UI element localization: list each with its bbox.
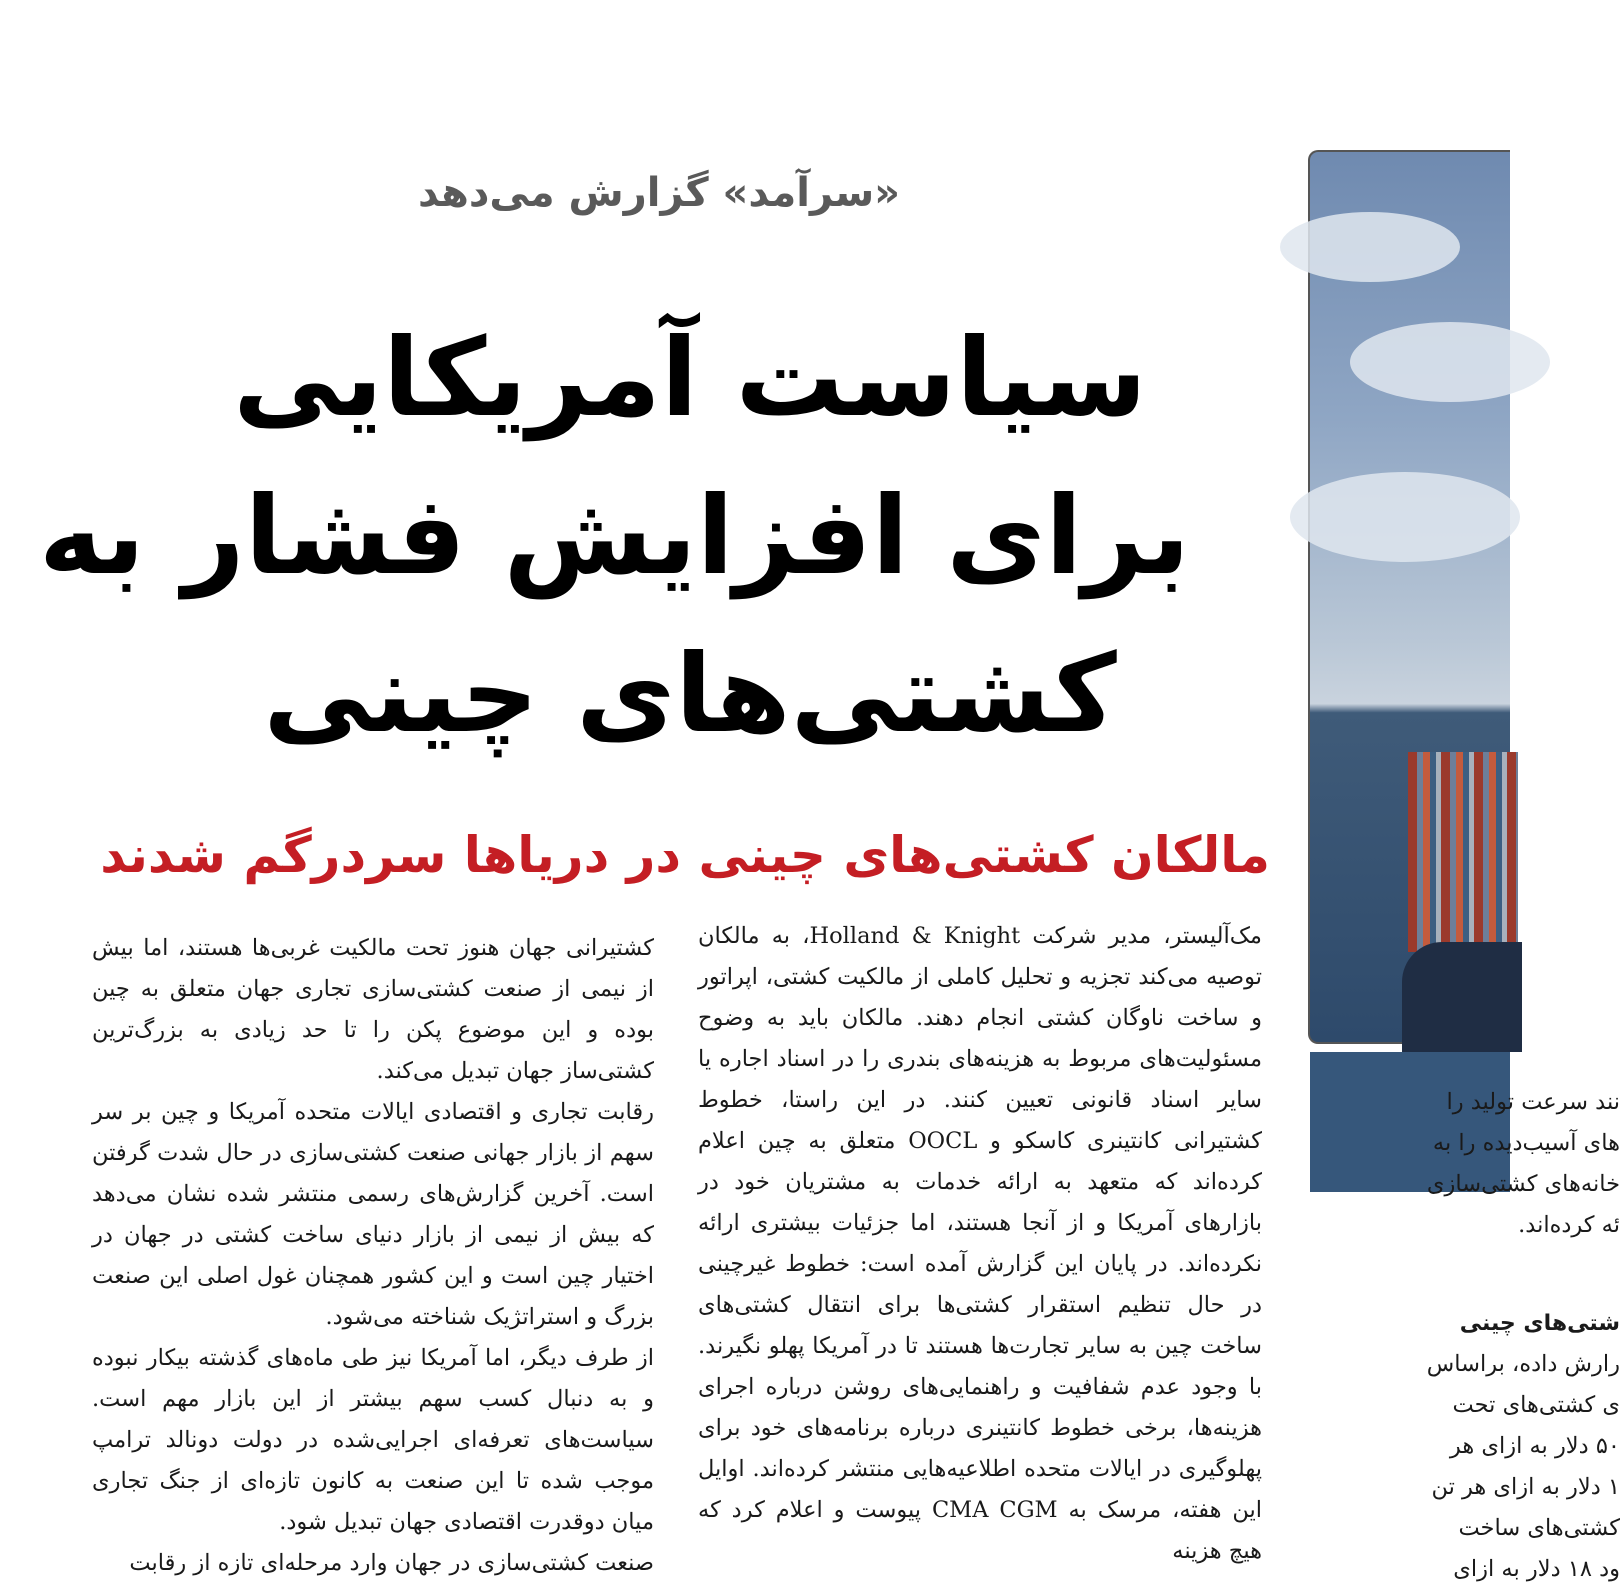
text-line: ی کشتی‌های تحت	[1452, 1392, 1620, 1418]
subheadline: مالکان کشتی‌های چینی در دریاها سردرگم شدند	[100, 826, 1270, 884]
headline-line-1: سیاست آمریکایی	[233, 316, 1147, 441]
ship-hull	[1402, 942, 1522, 1052]
text-line: ۵۰ دلار به ازای هر	[1449, 1433, 1620, 1459]
article-column-far-right	[1306, 1082, 1620, 1582]
paragraph: کشتیرانی جهان هنوز تحت مالکیت غربی‌ها هستند، اما بیش از نیمی از صنعت کشتی‌سازی تجاری جهان متعلق به چین بوده و این موضوع پکن را تا حد زیادی به بزرگ‌ترین کشتی‌ساز جهان تبدیل می‌کند.	[92, 935, 654, 1084]
paragraph: از طرف دیگر، اما آمریکا نیز طی ماه‌های گذشته بیکار نبوده و به دنبال کسب سهم بیشتر از این بازار مهم است. سیاست‌های تعرفه‌ای اجرایی‌شده در دولت دونالد ترامپ موجب شده تا این صنعت به کانون تازه‌ای از جنگ تجاری میان دوقدرت اقتصادی جهان تبدیل شود.	[92, 1345, 654, 1535]
text-line: خانه‌های کشتی‌سازی	[1426, 1171, 1620, 1197]
article-column-right	[698, 916, 1262, 1572]
cloud	[1280, 212, 1460, 282]
text-line: نند سرعت تولید را	[1446, 1089, 1620, 1115]
kicker: «سرآمد» گزارش می‌دهد	[417, 170, 900, 216]
text-line: کشتی‌های ساخت	[1458, 1515, 1620, 1541]
text-line: های آسیب‌دیده را به	[1432, 1130, 1620, 1156]
headline	[38, 300, 1190, 774]
cloud	[1350, 322, 1550, 402]
text-line: ئه کرده‌اند.	[1518, 1212, 1620, 1238]
text-line: ۱ دلار به ازای هر تن	[1431, 1474, 1620, 1500]
section-subheading: شتی‌های چینی	[1459, 1311, 1620, 1336]
paragraph: رقابت تجاری و اقتصادی ایالات متحده آمریکا و چین بر سر سهم از بازار جهانی صنعت کشتی‌سازی در حال شدت گرفتن است. آخرین گزارش‌های رسمی منتشر شده نشان می‌دهد که بیش از نیمی از بازار دنیای ساخت کشتی در جهان در اختیار چین است و این کشور همچنان غول اصلی این صنعت بزرگ و استراتژیک شناخته می‌شود.	[92, 1099, 654, 1330]
container-stack	[1408, 752, 1518, 952]
text-line: ود ۱۸ دلار به ازای	[1453, 1556, 1620, 1582]
cloud	[1290, 472, 1520, 562]
article-column-left	[92, 928, 654, 1584]
paragraph: صنعت کشتی‌سازی در جهان وارد مرحله‌ای تازه از رقابت	[129, 1550, 654, 1576]
container-ship-photo	[1308, 150, 1510, 1044]
paragraph: مک‌آلیستر، مدیر شرکت Holland & Knight، به مالکان توصیه می‌کند تجزیه و تحلیل کاملی از مالکیت کشتی، اپراتور و ساخت ناوگان کشتی انجام دهند. مالکان باید به وضوح مسئولیت‌های مربوط به هزینه‌های بندری را در اسناد اجاره یا سایر اسناد قانونی تعیین کنند. در این راستا، خطوط کشتیرانی کانتینری کاسکو و OOCL متعلق به چین اعلام کرده‌اند که متعهد به ارائه خدمات به مشتریان خود در بازارهای آمریکا و از آنجا هستند، اما جزئیات بیشتری ارائه نکرده‌اند. در پایان این گزارش آمده است: خطوط غیرچینی در حال تنظیم استقرار کشتی‌ها برای انتقال کشتی‌های ساخت چین به سایر تجارت‌ها هستند تا در آمریکا پهلو نگیرند. با وجود عدم شفافیت و راهنمایی‌های روشن درباره اجرای هزینه‌ها، برخی خطوط کانتینری درباره برنامه‌های خود برای پهلوگیری در ایالات متحده اطلاعیه‌هایی منتشر کرده‌اند. اوایل این هفته، مرسک به CMA CGM پیوست و اعلام کرد که هیچ هزینه	[698, 923, 1262, 1564]
headline-line-2: برای افزایش فشار به	[38, 474, 1190, 599]
text-line: رارش داده، براساس	[1426, 1351, 1620, 1377]
headline-line-3: کشتی‌های چینی	[263, 632, 1117, 757]
